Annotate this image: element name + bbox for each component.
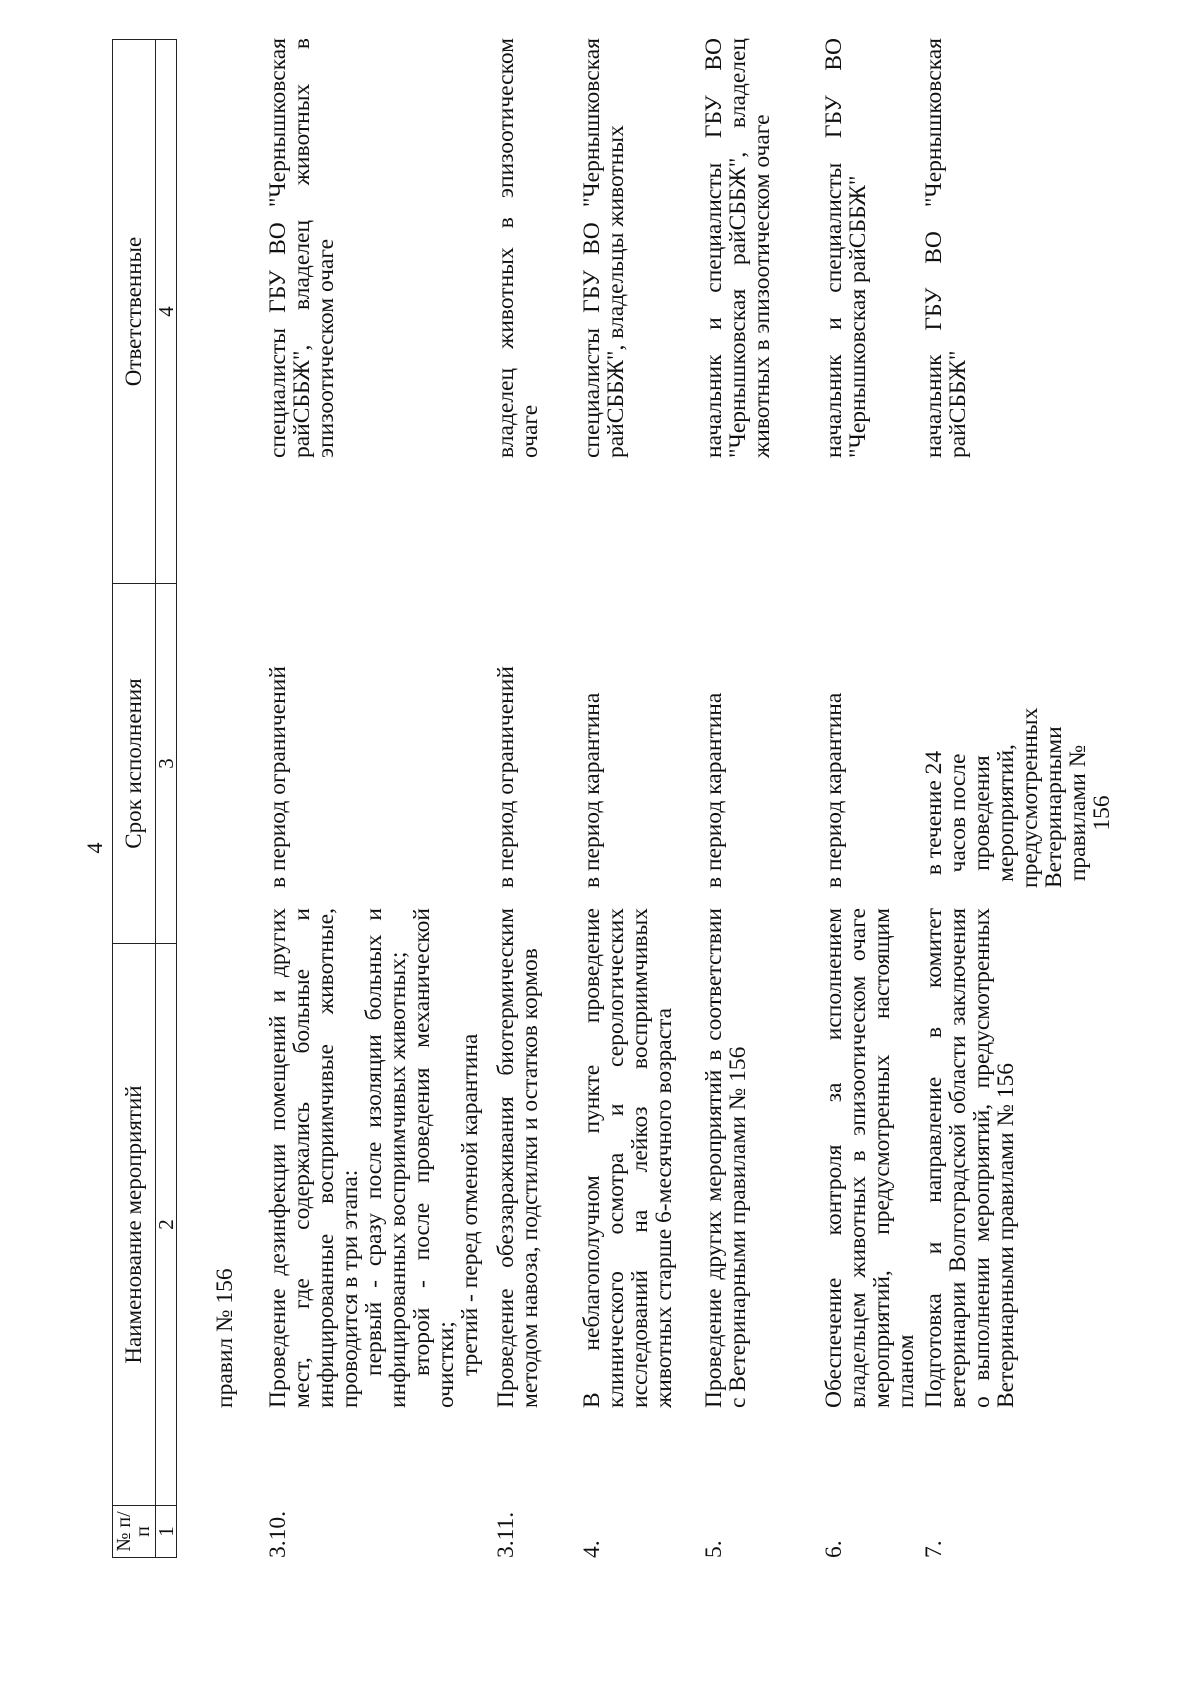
carryover-text: правил № 156 xyxy=(212,1268,238,1408)
header-number-row xyxy=(156,40,177,1558)
row-description: Подготовка и направление в комитет ветеринарии Волгоградской области заключения о выполнении мероприятий, предусмотренных Ветеринарными правилами № 156 xyxy=(921,908,1019,1408)
row-term: в период карантина xyxy=(821,692,847,888)
header-col-term: Срок исполнения xyxy=(113,584,156,944)
row-term: в течение 24 часов после проведения мероприятий, предусмотренных Ветеринарными правилами № 156 xyxy=(921,707,1115,888)
row-responsible: специалисты ГБУ ВО "Чернышковская райСББЖ", владельцы животных xyxy=(579,38,629,458)
row-number: 3.11. xyxy=(493,1511,519,1558)
row-term: в период карантина xyxy=(701,692,727,888)
table-header xyxy=(112,39,177,1558)
header-col-number: № п/п xyxy=(113,1506,156,1558)
row-description-step3: третий - перед отменой карантина xyxy=(457,1033,483,1376)
row-responsible: начальник и специалисты ГБУ ВО "Чернышковская райСББЖ" xyxy=(821,38,871,458)
row-term: в период карантина xyxy=(579,692,605,888)
row-description: Проведение других мероприятий в соответствии с Ветеринарными правилами № 156 xyxy=(701,908,751,1408)
header-num-1: 1 xyxy=(156,1506,177,1558)
row-responsible: специалисты ГБУ ВО "Чернышковская райСББЖ", владелец животных в эпизоотическом очаге xyxy=(265,38,339,458)
row-description: В неблагополучном пункте проведение клинического осмотра и серологических исследований на лейкоз восприимчивых животных старше 6-месячного возраста xyxy=(579,908,677,1408)
page-number: 4 xyxy=(82,842,107,854)
row-number: 7. xyxy=(921,1540,947,1558)
row-term: в период ограничений xyxy=(493,666,519,888)
header-num-4: 4 xyxy=(156,40,177,584)
header-col-responsible: Ответственные xyxy=(113,40,156,584)
row-responsible: владелец животных в эпизоотическом очаге xyxy=(493,38,543,458)
header-row xyxy=(113,40,156,1558)
row-number: 6. xyxy=(821,1540,847,1558)
row-number: 4. xyxy=(579,1540,605,1558)
row-responsible: начальник и специалисты ГБУ ВО "Чернышковская райСББЖ", владелец животных в эпизоотическом очаге xyxy=(701,38,775,458)
row-description-intro: Проведение дезинфекции помещений и других мест, где содержались больные и инфицированные восприимчивые животные, проводится в три этапа: xyxy=(265,908,363,1408)
row-description: Обеспечение контроля за исполнением владельцем животных в эпизоотическом очаге мероприятий, предусмотренных настоящим планом xyxy=(821,908,919,1408)
row-responsible: начальник ГБУ ВО "Чернышковская райСББЖ" xyxy=(921,38,971,458)
row-term: в период ограничений xyxy=(265,666,291,888)
row-description-step1: первый - сразу после изоляции больных и инфицированных восприимчивых животных; xyxy=(361,908,411,1408)
row-description xyxy=(266,908,482,1408)
row-description-step2: второй - после проведения механической очистки; xyxy=(409,908,459,1408)
header-col-name: Наименование мероприятий xyxy=(113,944,156,1506)
header-num-2: 2 xyxy=(156,944,177,1506)
header-num-3: 3 xyxy=(156,584,177,944)
row-number: 3.10. xyxy=(265,1511,291,1558)
row-number: 5. xyxy=(701,1540,727,1558)
row-description: Проведение обеззараживания биотермическим методом навоза, подстилки и остатков кормов xyxy=(493,908,543,1408)
